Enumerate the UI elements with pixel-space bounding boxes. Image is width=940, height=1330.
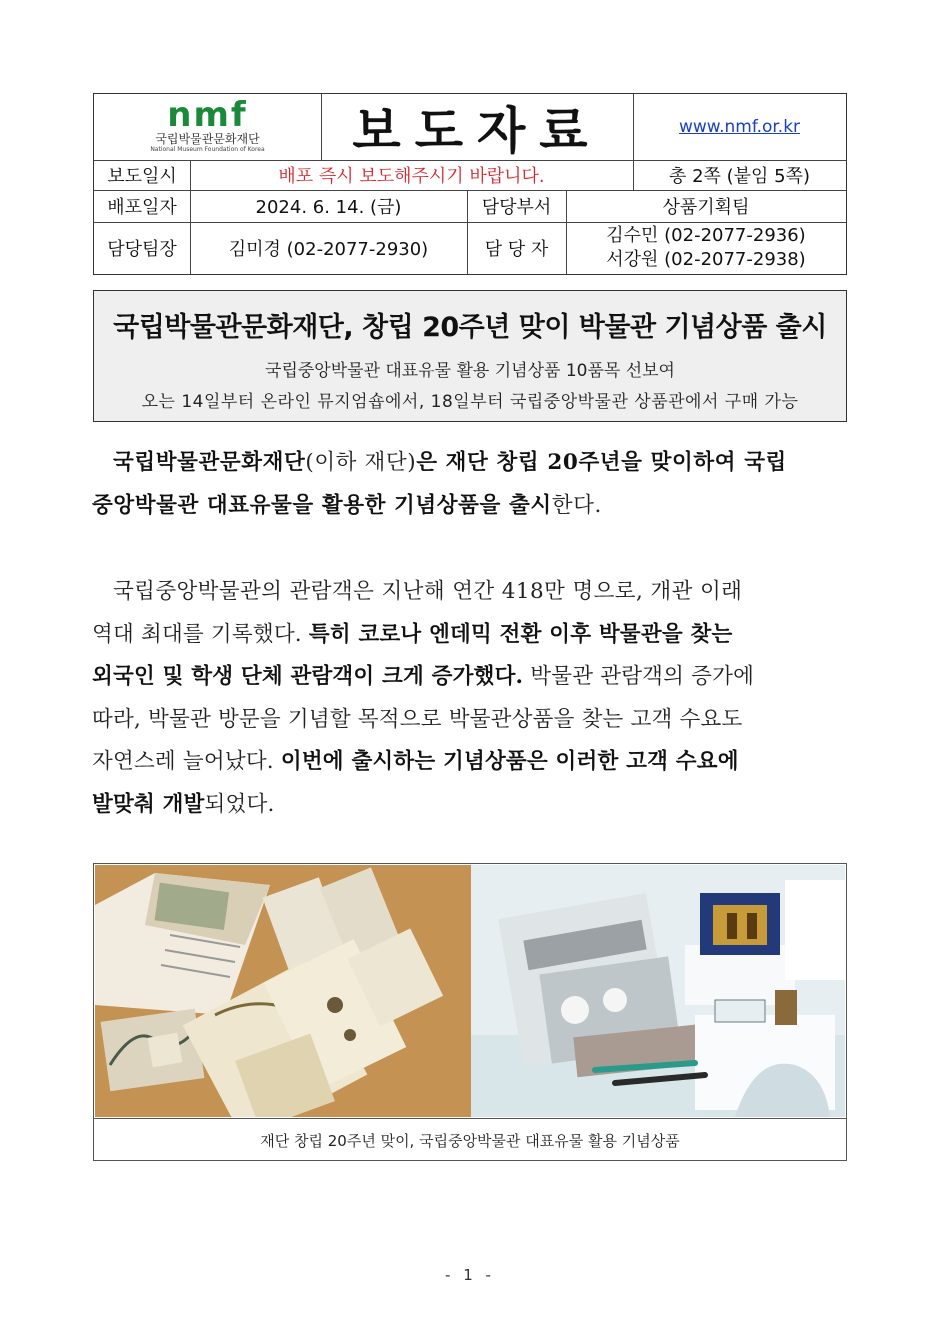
press-release-header-table [93,93,847,275]
contact-2: 서강원 (02-2077-2938) [606,249,806,270]
p2-line1: 국립중앙박물관의 관람객은 지난해 연간 418만 명으로, 개관 이래 [113,579,743,604]
logo-mark: nmf [167,95,248,135]
paragraph-1 [92,442,849,527]
team-lead-label: 담당팀장 [107,239,177,260]
product-photo-frame [93,863,847,1161]
p1-line2-end: 한다. [551,492,602,518]
distribution-label: 배포일자 [107,197,177,218]
nmf-logo [94,94,321,160]
team-lead-value: 김미경 (02-2077-2930) [228,239,429,260]
photo-caption: 재단 창립 20주년 맞이, 국립중앙박물관 대표유물 활용 기념상품 [94,1118,846,1161]
document-title-cell [321,94,633,160]
logo-name-ko: 국립박물관문화재단 [155,132,260,146]
headline-title: 국립박물관문화재단, 창립 20주년 맞이 박물관 기념상품 출시 [113,312,827,343]
p2-line3-end: 박물관 관람객의 증가에 [523,664,755,689]
paragraph-2 [92,571,849,826]
p2-line4: 따라, 박물관 방문을 기념할 목적으로 박물관상품을 찾는 고객 수요도 [92,706,743,732]
contact-1: 김수민 (02-2077-2936) [606,225,806,246]
p2-line3-bold: 외국인 및 학생 단체 관람객이 크게 증가했다. [92,664,524,689]
department-label: 담당부서 [481,197,552,218]
headline-subtitle-1: 국립중앙박물관 대표유물 활용 기념상품 10품목 선보여 [265,361,675,381]
release-note: 배포 즉시 보도해주시기 바랍니다. [278,166,545,187]
contact-label: 담 당 자 [484,239,549,260]
p1-org-name: 국립박물관문화재단 [113,450,306,475]
logo-name-en: National Museum Foundation of Korea [150,146,265,153]
website-link[interactable]: www.nmf.or.kr [678,117,801,137]
p1-line2-bold: 중앙박물관 대표유물을 활용한 기념상품을 출시 [92,492,552,518]
product-photo [95,865,845,1117]
release-date-label: 보도일시 [107,166,177,187]
contact-values [566,222,846,274]
headline-subtitle-2: 오는 14일부터 온라인 뮤지엄숍에서, 18일부터 국립중앙박물관 상품관에서 구매 가능 [141,392,799,412]
page-count: 총 2쪽 (붙임 5쪽) [668,166,811,187]
department-value: 상품기획팀 [662,197,750,218]
p1-line1-bold: 은 재단 창립 20주년을 맞이하여 국립 [416,450,787,475]
headline-box [93,290,847,422]
page-number: - 1 - [445,1266,495,1284]
p2-line2-bold: 특히 코로나 엔데믹 전환 이후 박물관을 찾는 [308,621,733,647]
p2-line5-bold: 이번에 출시하는 기념상품은 이러한 고객 수요에 [280,749,739,774]
p1-abbrev: (이하 재단) [305,450,417,475]
p2-line6-bold: 발맞춰 개발 [92,791,205,817]
document-title: 보도자료 [352,101,602,160]
website-cell [633,94,846,160]
distribution-date: 2024. 6. 14. (금) [255,197,402,218]
p2-line2-start: 역대 최대를 기록했다. [92,621,309,647]
p2-line5-start: 자연스레 늘어났다. [92,749,281,774]
p2-line6-end: 되었다. [204,791,275,817]
